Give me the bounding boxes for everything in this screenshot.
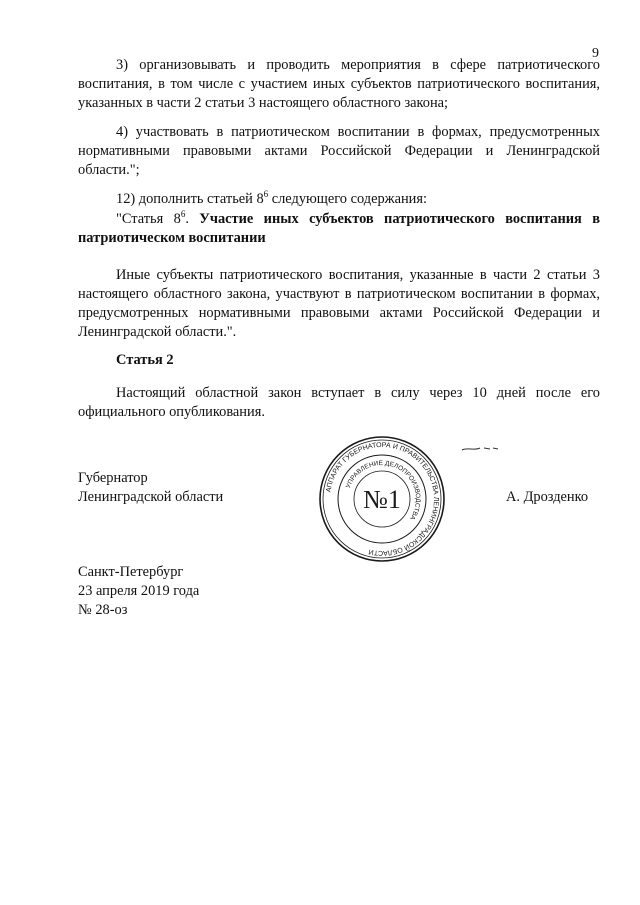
seal-outer-text: АППАРАТ ГУБЕРНАТОРА И ПРАВИТЕЛЬСТВА ЛЕНИНГРАДСКОЙ ОБЛАСТИ xyxy=(325,441,440,557)
seal-inner-text: УПРАВЛЕНИЕ ДЕЛОПРОИЗВОДСТВА xyxy=(344,459,422,521)
item-3-paragraph: 3) организовывать и проводить мероприятия в сфере патриотического воспитания, в том числе с участием иных субъектов патриотического воспитания, указанных в части 2 статьи 3 настоящего областного закона; xyxy=(78,57,600,111)
governor-title-line2: Ленинградской области xyxy=(78,489,224,505)
article-8-6-title: Участие иных субъектов патриотического воспитания в патриотическом воспитании xyxy=(78,211,600,246)
article-8-6-body: Иные субъекты патриотического воспитания, указанные в части 2 статьи 3 настоящего областного закона, участвуют в патриотическом воспитании в формах, предусмотренных нормативными правовыми актами Российской Федерации и Ленинградской области.". xyxy=(78,267,600,340)
governor-name: А. Дрозденко xyxy=(506,489,589,505)
governor-title-line1: Губернатор xyxy=(78,470,148,486)
signature-mark xyxy=(460,444,500,454)
official-seal xyxy=(318,435,446,563)
footer-city: Санкт-Петербург xyxy=(78,564,184,580)
page-number: 9 xyxy=(592,46,599,61)
amendment-intro-superscript: 6 xyxy=(263,189,269,200)
article-8-6-dot: . xyxy=(185,211,200,227)
footer-law-number: № 28-оз xyxy=(78,602,128,618)
amendment-intro-tail: следующего содержания: xyxy=(268,191,427,207)
article-2-body: Настоящий областной закон вступает в силу через 10 дней после его официального опубликования. xyxy=(78,385,600,420)
article-8-6-label: "Статья 8 xyxy=(116,211,181,227)
amendment-intro xyxy=(78,190,600,209)
amendment-intro-text: 12) дополнить статьей 8 xyxy=(116,191,264,207)
article-8-6-heading xyxy=(78,210,600,248)
item-4-paragraph: 4) участвовать в патриотическом воспитании в формах, предусмотренных нормативными правовыми актами Российской Федерации и Ленинградской области."; xyxy=(78,124,600,178)
footer-date: 23 апреля 2019 года xyxy=(78,583,200,599)
article-8-6-superscript: 6 xyxy=(180,209,186,220)
seal-number: №1 xyxy=(363,485,401,514)
article-2-heading: Статья 2 xyxy=(116,352,174,368)
